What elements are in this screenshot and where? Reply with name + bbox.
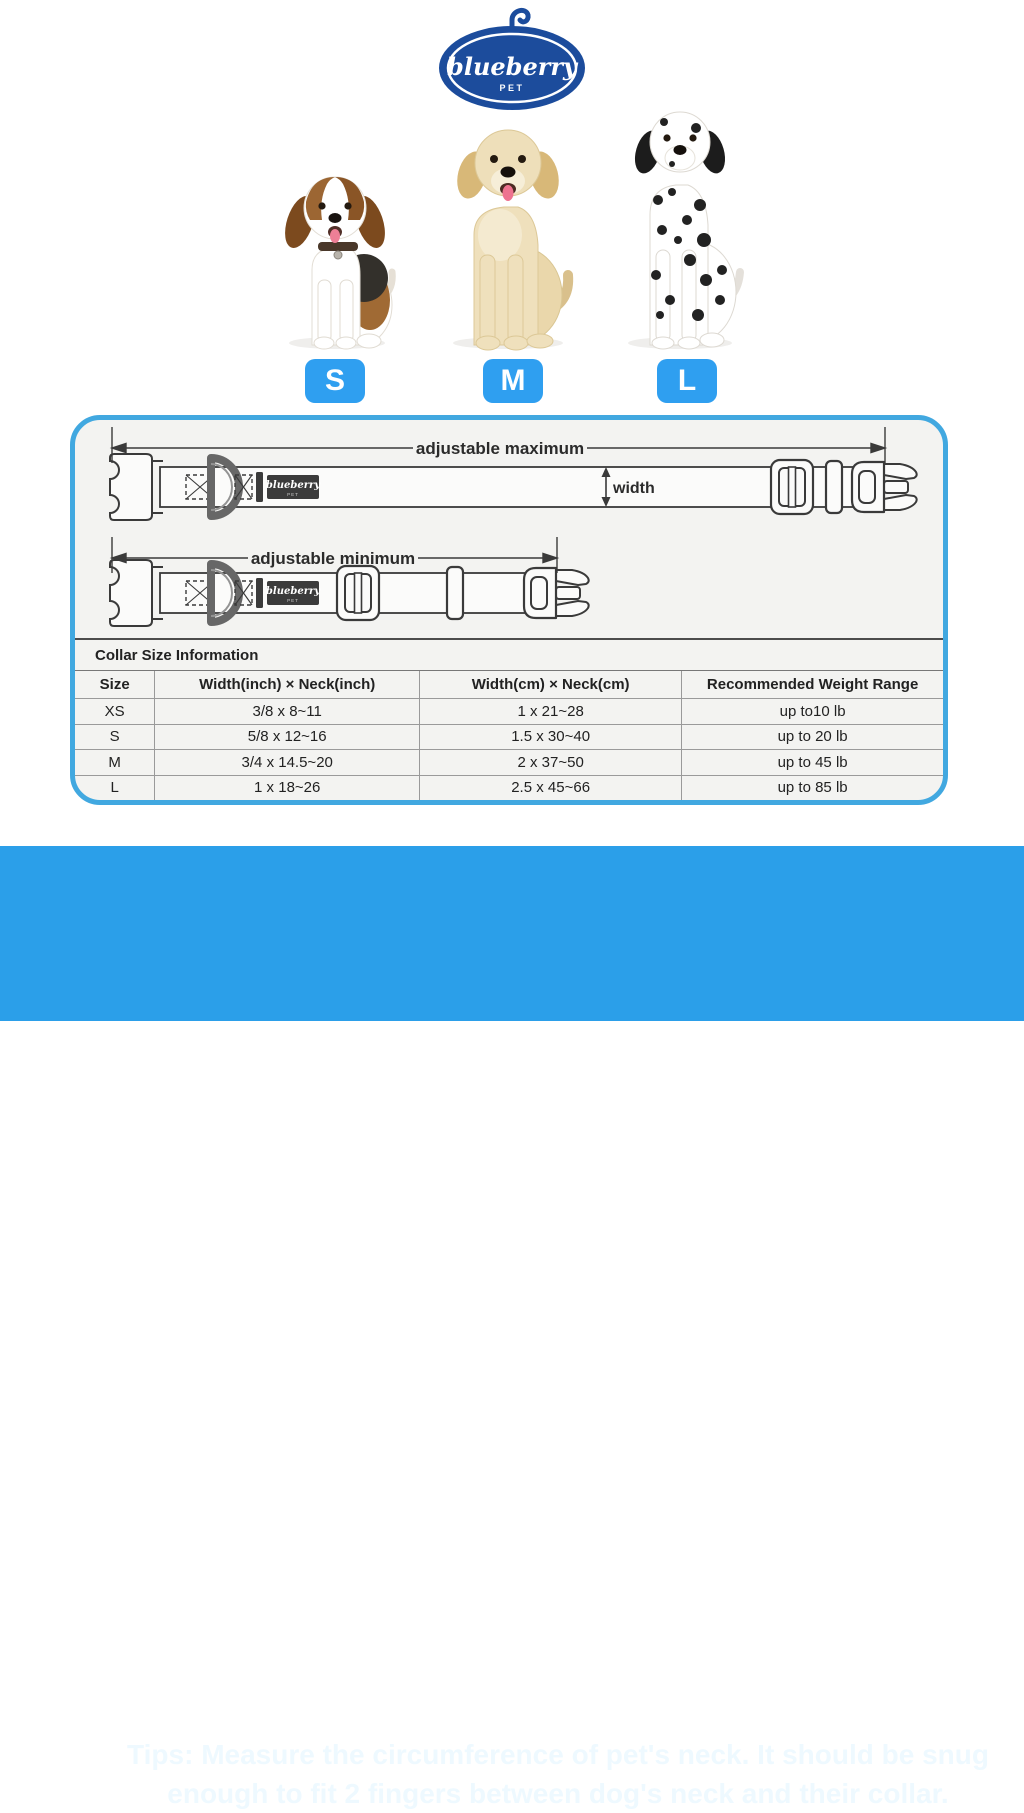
col-header-weight: Recommended Weight Range xyxy=(682,671,943,699)
width-label: width xyxy=(613,480,655,497)
dog-illustration-golden-retriever xyxy=(438,115,578,350)
tips-text xyxy=(105,1735,1011,1813)
table-header-row xyxy=(75,671,943,699)
svg-text:PET: PET xyxy=(287,492,299,497)
col-header-inch: Width(inch) × Neck(inch) xyxy=(155,671,420,699)
logo-sub-text: PET xyxy=(499,83,525,93)
tips-line-1: Tips: Measure the circumference of pet's neck. It should be snug xyxy=(127,1739,989,1770)
col-header-size: Size xyxy=(75,671,155,699)
svg-text:PET: PET xyxy=(287,598,299,603)
size-button-l[interactable]: L xyxy=(657,359,717,403)
table-row-m: M 3/4 x 14.5~20 2 x 37~50 up to 45 lb xyxy=(75,750,943,776)
collar-diagram-maximum xyxy=(110,427,917,520)
collar-diagram-minimum xyxy=(110,537,589,626)
table-row-l: L 1 x 18~26 2.5 x 45~66 up to 85 lb xyxy=(75,775,943,800)
table-row-s: S 5/8 x 12~16 1.5 x 30~40 up to 20 lb xyxy=(75,724,943,750)
svg-text:blueberry: blueberry xyxy=(265,586,321,597)
collar-brand-tag-text: blueberry xyxy=(265,480,321,491)
tips-line-2: enough to fit 2 fingers between dog's neck and their collar. xyxy=(167,1778,949,1809)
collar-info-box xyxy=(70,415,948,805)
table-title: Collar Size Information xyxy=(75,639,943,671)
blueberry-pet-logo xyxy=(432,4,592,114)
dog-illustration-beagle xyxy=(272,150,402,350)
size-button-m[interactable]: M xyxy=(483,359,543,403)
exclamation-icon xyxy=(28,1732,92,1796)
tips-banner xyxy=(0,846,1024,1809)
collar-measurement-diagram xyxy=(75,420,943,638)
adjustable-maximum-label: adjustable maximum xyxy=(415,439,585,458)
dog-illustration-dalmatian xyxy=(612,100,747,350)
table-row-xs: XS 3/8 x 8~11 1 x 21~28 up to10 lb xyxy=(75,699,943,725)
col-header-cm: Width(cm) × Neck(cm) xyxy=(420,671,682,699)
size-button-s[interactable]: S xyxy=(305,359,365,403)
collar-size-table xyxy=(75,638,943,800)
adjustable-minimum-label: adjustable minimum xyxy=(250,549,416,568)
logo-brand-text: blueberry xyxy=(447,52,577,81)
